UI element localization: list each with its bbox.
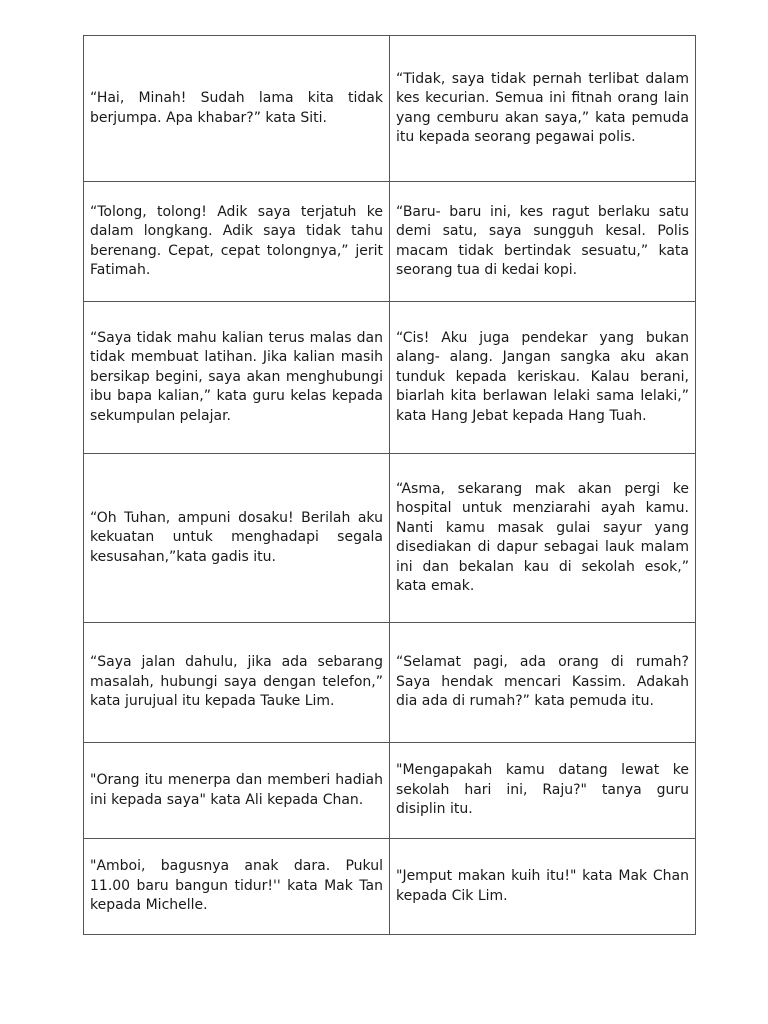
quote-text: “Tolong, tolong! Adik saya terjatuh ke dalam longkang. Adik saya tidak tahu berenang. Cepat, cepat tolongnya,” jerit Fatimah. — [90, 203, 383, 278]
quote-cell-right — [390, 839, 696, 935]
quote-cell-left — [84, 623, 390, 743]
quote-cell-left — [84, 182, 390, 302]
quote-text: “Hai, Minah! Sudah lama kita tidak berjumpa. Apa khabar?” kata Siti. — [90, 90, 383, 126]
quote-cell-right — [390, 743, 696, 839]
table-row — [84, 182, 696, 302]
table-row — [84, 839, 696, 935]
quote-text: “Selamat pagi, ada orang di rumah? Saya hendak mencari Kassim. Adakah dia ada di rumah?” kata pemuda itu. — [396, 654, 689, 710]
table-row — [84, 302, 696, 454]
quote-cell-left — [84, 454, 390, 623]
quote-text: "Orang itu menerpa dan memberi hadiah ini kepada saya" kata Ali kepada Chan. — [90, 772, 383, 808]
quote-cell-left — [84, 743, 390, 839]
quote-text: “Oh Tuhan, ampuni dosaku! Berilah aku kekuatan untuk menghadapi segala kesusahan,”kata gadis itu. — [90, 509, 383, 565]
table-row — [84, 36, 696, 182]
quote-text: “Asma, sekarang mak akan pergi ke hospital untuk menziarahi ayah kamu. Nanti kamu masak gulai sayur yang disediakan di dapur sebagai lauk malam ini dan bekalan kau di sekolah esok,” kata emak. — [396, 480, 689, 594]
quote-text: “Saya jalan dahulu, jika ada sebarang masalah, hubungi saya dengan telefon,” kata jurujual itu kepada Tauke Lim. — [90, 654, 383, 710]
quote-text: "Mengapakah kamu datang lewat ke sekolah hari ini, Raju?" tanya guru disiplin itu. — [396, 762, 689, 818]
quote-text: “Cis! Aku juga pendekar yang bukan alang- alang. Jangan sangka aku akan tunduk kepada keriskau. Kalau berani, biarlah kita berlawan lelaki sama lelaki,” kata Hang Jebat kepada Hang Tuah. — [396, 329, 689, 424]
quotes-worksheet — [83, 35, 689, 935]
quote-text: “Tidak, saya tidak pernah terlibat dalam kes kecurian. Semua ini fitnah orang lain yang cemburu akan saya,” kata pemuda itu kepada seorang pegawai polis. — [396, 70, 689, 145]
table-row — [84, 743, 696, 839]
quote-cell-left — [84, 839, 390, 935]
quote-text: "Amboi, bagusnya anak dara. Pukul 11.00 baru bangun tidur!'' kata Mak Tan kepada Michelle. — [90, 858, 383, 914]
quote-cell-right — [390, 36, 696, 182]
quote-cell-right — [390, 302, 696, 454]
quote-text: "Jemput makan kuih itu!" kata Mak Chan kepada Cik Lim. — [396, 868, 689, 904]
quote-cell-right — [390, 182, 696, 302]
quote-cell-left — [84, 302, 390, 454]
quote-text: “Baru- baru ini, kes ragut berlaku satu demi satu, saya sungguh kesal. Polis macam tidak bertindak sesuatu,” kata seorang tua di kedai kopi. — [396, 203, 689, 278]
table-row — [84, 454, 696, 623]
quotes-table — [83, 35, 696, 935]
quote-cell-left — [84, 36, 390, 182]
quote-cell-right — [390, 623, 696, 743]
quote-cell-right — [390, 454, 696, 623]
table-row — [84, 623, 696, 743]
quote-text: “Saya tidak mahu kalian terus malas dan tidak membuat latihan. Jika kalian masih bersikap begini, saya akan menghubungi ibu bapa kalian,” kata guru kelas kepada sekumpulan pelajar. — [90, 329, 383, 424]
